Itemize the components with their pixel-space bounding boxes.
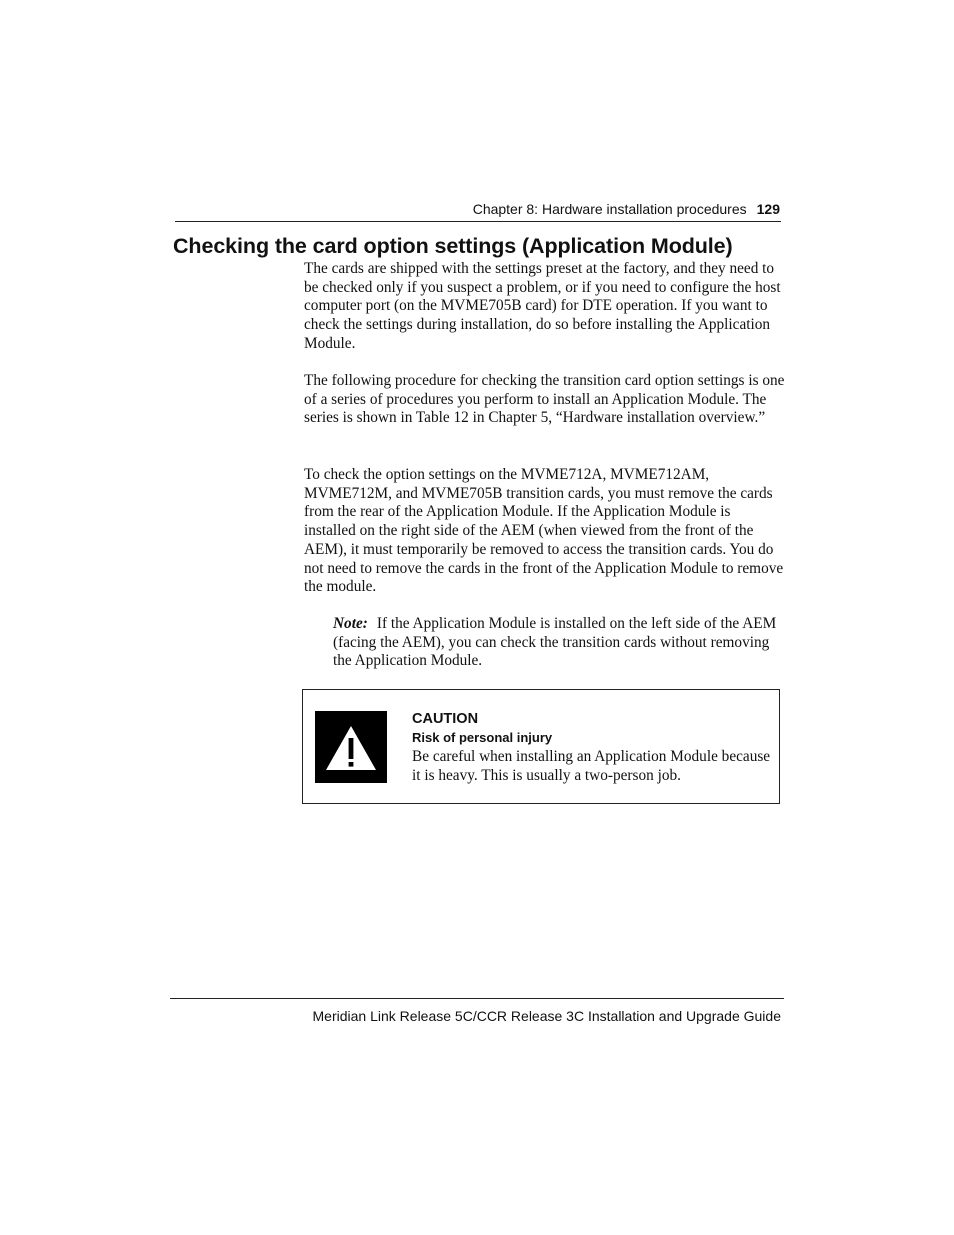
note: [333, 615, 783, 671]
body-paragraph: The following procedure for checking the transition card option settings is one of a series of procedures you perform to install an Application Module. The series is shown in Table 12 in Chapter 5, “Hardware installation overview.”: [304, 372, 785, 427]
chapter-title: Chapter 8: Hardware installation procedures: [472, 201, 747, 217]
running-footer: Meridian Link Release 5C/CCR Release 3C Installation and Upgrade Guide: [312, 1008, 781, 1024]
footer-rule: [170, 998, 784, 999]
header-rule: [175, 221, 781, 222]
page-number: 129: [756, 201, 780, 217]
warning-triangle-icon: [315, 711, 387, 783]
caution-box: [302, 689, 780, 804]
caution-title: CAUTION: [412, 711, 479, 727]
caution-text: Be careful when installing an Application Module because it is heavy. This is usually a two-person job.: [412, 748, 771, 784]
body-paragraph: The cards are shipped with the settings preset at the factory, and they need to be checked only if you suspect a problem, or if you need to configure the host computer port (on the MVME705B card) for DTE operation. If you want to check the settings during installation, do so before installing the Application Module.: [304, 260, 781, 352]
note-label: Note:: [333, 615, 368, 632]
running-header: [175, 200, 780, 218]
body-paragraph: To check the option settings on the MVME712A, MVME712AM, MVME712M, and MVME705B transition cards, you must remove the cards from the rear of the Application Module. If the Application Module is installed on the right side of the AEM (when viewed from the front of the AEM), it must temporarily be removed to access the transition cards. You do not need to remove the cards in the front of the Application Module to remove the module.: [304, 466, 784, 596]
section-heading: Checking the card option settings (Application Module): [173, 234, 733, 258]
note-text: If the Application Module is installed on the left side of the AEM (facing the AEM), you can check the transition cards without removing the Application Module.: [333, 615, 777, 670]
caution-subtitle: Risk of personal injury: [412, 730, 553, 745]
